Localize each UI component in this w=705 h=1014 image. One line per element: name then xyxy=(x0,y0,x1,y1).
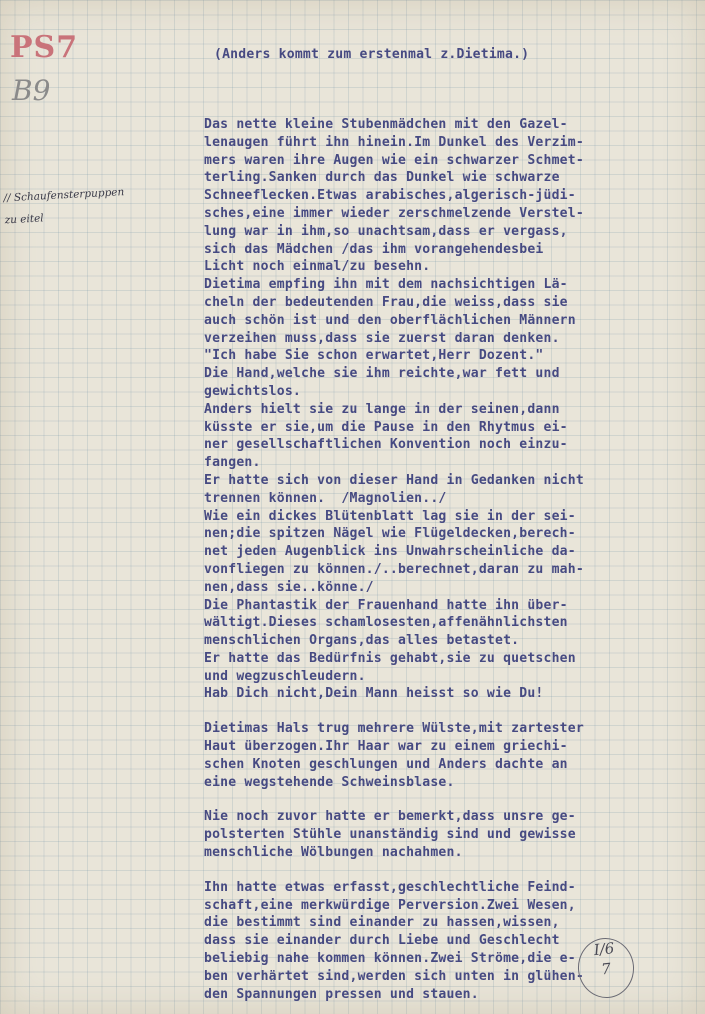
text-line: Die Phantastik der Frauenhand hatte ihn über- xyxy=(204,597,568,613)
text-line: schaft,eine merkwürdige Perversion.Zwei Wesen, xyxy=(204,897,576,913)
paragraph-gap xyxy=(204,862,704,879)
text-line: Das nette kleine Stubenmädchen mit den Gazel- xyxy=(204,116,568,132)
archive-stamp: PS7 xyxy=(10,30,79,65)
text-line: terling.Sanken durch das Dunkel wie schwarze xyxy=(204,170,560,186)
text-line: wältigt.Dieses schamlosesten,affenähnlichsten xyxy=(204,615,568,631)
pencil-mark: B9 xyxy=(12,74,51,107)
text-line: Haut überzogen.Ihr Haar war zu einem griechi- xyxy=(204,739,568,755)
text-line: sich das Mädchen /das ihm vorangehendesbei xyxy=(204,241,544,257)
text-line: Wie ein dickes Blütenblatt lag sie in der sei- xyxy=(204,508,576,524)
text-line: ner gesellschaftlichen Konvention noch einzu- xyxy=(204,437,568,453)
text-line: menschliche Wölbungen nachahmen. xyxy=(204,845,463,861)
text-line: vonfliegen zu können./..berechnet,daran zu mah- xyxy=(204,561,584,577)
text-line: ben verhärtet sind,werden sich unten in glühen- xyxy=(204,968,584,984)
text-line: gewichtslos. xyxy=(204,383,301,399)
text-line: polsterten Stühle unanständig sind und gewisse xyxy=(204,827,576,843)
typed-text-block xyxy=(204,10,704,1003)
text-line: Dietima empfing ihn mit dem nachsichtigen Lä- xyxy=(204,277,568,293)
text-line: nen;die spitzen Nägel wie Flügeldecken,berech- xyxy=(204,526,576,542)
text-line: Nie noch zuvor hatte er bemerkt,dass unsre ge- xyxy=(204,809,576,825)
text-line: den Spannungen pressen und stauen. xyxy=(204,986,479,1002)
text-line: Schneeflecken.Etwas arabisches,algerisch-jüdi- xyxy=(204,188,576,204)
text-line: küsste er sie,um die Pause in den Rhytmus ei- xyxy=(204,419,568,435)
text-line: "Ich habe Sie schon erwartet,Herr Dozent." xyxy=(204,348,544,364)
text-line: auch schön ist und den oberflächlichen Männern xyxy=(204,312,576,328)
text-line: die bestimmt sind einander zu hassen,wissen, xyxy=(204,915,560,931)
text-line: sches,eine immer wieder zerschmelzende Verstel- xyxy=(204,205,584,221)
text-line: Er hatte das Bedürfnis gehabt,sie zu quetschen xyxy=(204,650,576,666)
paragraph-gap xyxy=(204,791,704,808)
folio-number: I/6 xyxy=(592,939,616,960)
text-line: Ihn hatte etwas erfasst,geschlechtliche Feind- xyxy=(204,879,576,895)
text-line: Hab Dich nicht,Dein Mann heisst so wie Du! xyxy=(204,686,544,702)
text-line: menschlichen Organs,das alles betastet. xyxy=(204,633,520,649)
text-line: cheln der bedeutenden Frau,die weiss,dass sie xyxy=(204,294,568,310)
text-line: und wegzuschleudern. xyxy=(204,668,366,684)
text-line: lung war in ihm,so unachtsam,dass er vergass, xyxy=(204,223,568,239)
text-line: nen,dass sie..könne./ xyxy=(204,579,374,595)
text-line: beliebig nahe kommen können.Zwei Ströme,die e- xyxy=(204,951,576,967)
text-line: verzeihen muss,dass sie zuerst daran denken. xyxy=(204,330,560,346)
text-line: Die Hand,welche sie ihm reichte,war fett und xyxy=(204,366,560,382)
text-line: trennen können. /Magnolien../ xyxy=(204,490,447,506)
text-line: fangen. xyxy=(204,455,261,471)
text-line: schen Knoten geschlungen und Anders dachte an xyxy=(204,756,568,772)
handwritten-margin-note: // Schaufensterpuppen zu eitel xyxy=(3,186,125,227)
text-line: dass sie einander durch Liebe und Geschlecht xyxy=(204,933,560,949)
scene-title: (Anders kommt zum erstenmal z.Dietima.) xyxy=(214,46,530,62)
paragraph-gap xyxy=(204,703,704,720)
text-line: eine wegstehende Schweinsblase. xyxy=(204,774,455,790)
text-line: lenaugen führt ihn hinein.Im Dunkel des Verzim- xyxy=(204,134,584,150)
text-line: Dietimas Hals trug mehrere Wülste,mit zartester xyxy=(204,721,584,737)
text-line: Er hatte sich von dieser Hand in Gedanken nicht xyxy=(204,472,584,488)
page-number: 7 xyxy=(600,959,612,979)
text-line: net jeden Augenblick ins Unwahrscheinliche da- xyxy=(204,544,576,560)
text-line: Anders hielt sie zu lange in der seinen,dann xyxy=(204,401,560,417)
text-line: mers waren ihre Augen wie ein schwarzer Schmet- xyxy=(204,152,584,168)
text-line: Licht noch einmal/zu besehn. xyxy=(204,259,431,275)
